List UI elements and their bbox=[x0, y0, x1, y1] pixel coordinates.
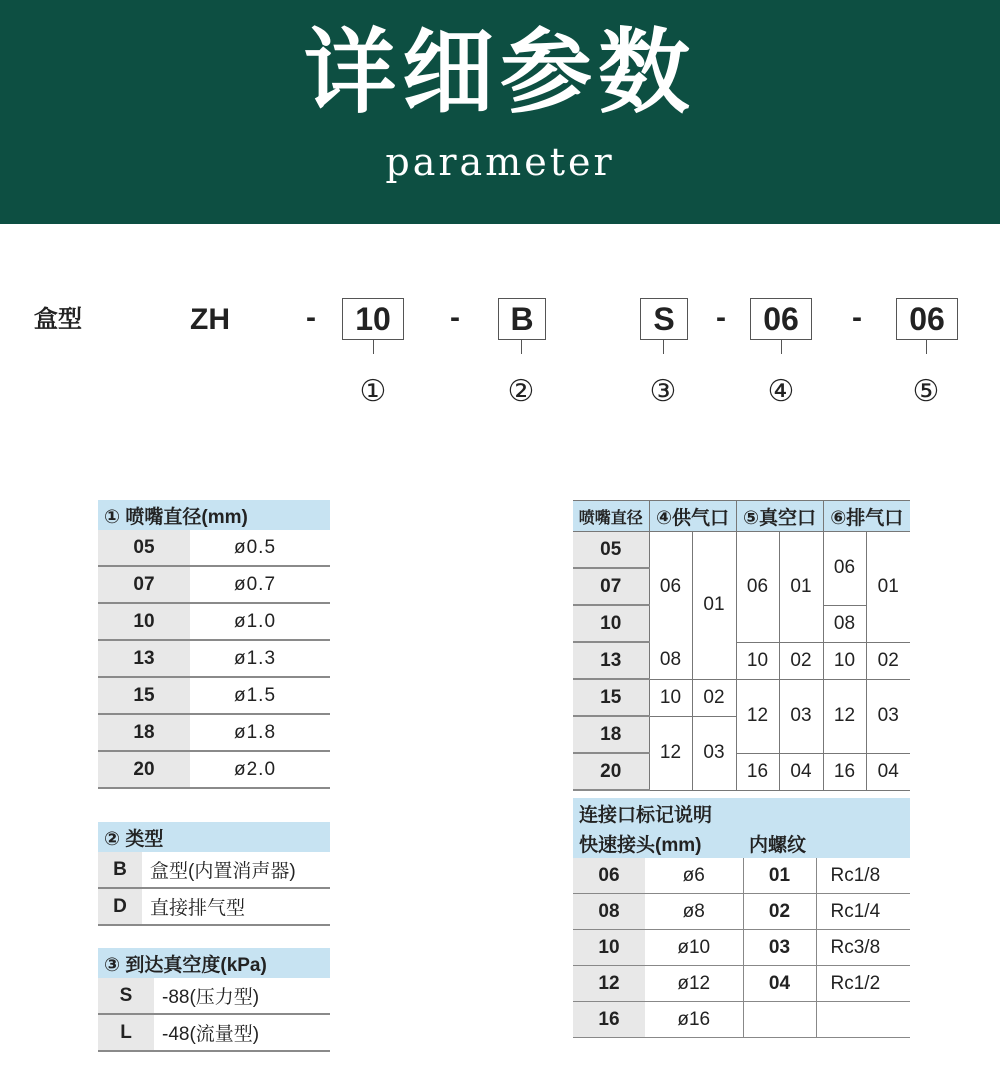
table-row bbox=[98, 1014, 330, 1051]
marker-2: ② bbox=[507, 375, 535, 408]
cell-thread-code: 02 bbox=[743, 894, 816, 930]
table-row bbox=[573, 894, 910, 930]
page-title: 详细参数 bbox=[303, 22, 696, 124]
port-header-exhaust: ⑥排气口 bbox=[823, 501, 910, 532]
cell-code: 20 bbox=[98, 751, 190, 788]
cell-vacuum: 10 bbox=[736, 642, 779, 679]
cell-code: 05 bbox=[98, 530, 190, 566]
type-table bbox=[98, 822, 330, 926]
cell-value: ø1.8 bbox=[190, 714, 330, 751]
separator: - bbox=[852, 301, 862, 334]
cell-code: 18 bbox=[98, 714, 190, 751]
cell-code: B bbox=[98, 852, 142, 888]
cell-code: 16 bbox=[573, 1002, 645, 1038]
cell-nozzle: 10 bbox=[573, 605, 649, 642]
cell-code: 15 bbox=[98, 677, 190, 714]
cell-nozzle: 15 bbox=[573, 679, 649, 716]
cell-exhaust: 03 bbox=[866, 679, 910, 753]
cell-value: -88(压力型) bbox=[154, 978, 330, 1014]
cell-vacuum: 16 bbox=[736, 753, 779, 790]
connector-line bbox=[373, 340, 374, 354]
table-row bbox=[573, 679, 910, 716]
connection-sub-right: 内螺纹 bbox=[743, 828, 910, 858]
cell-code: 10 bbox=[573, 930, 645, 966]
connector-line bbox=[521, 340, 522, 354]
port-header-nozzle: 喷嘴直径 bbox=[573, 501, 649, 532]
cell-value: ø12 bbox=[645, 966, 743, 1002]
table-row bbox=[573, 532, 910, 569]
connection-table bbox=[573, 798, 910, 1038]
table-row bbox=[98, 751, 330, 788]
port-header-vacuum: ⑤真空口 bbox=[736, 501, 823, 532]
cell-vacuum: 01 bbox=[779, 532, 823, 643]
table-row bbox=[98, 603, 330, 640]
table-row bbox=[573, 642, 910, 679]
table-row bbox=[98, 888, 330, 925]
code-box-vacuum: S bbox=[640, 298, 688, 340]
cell-thread-code: 01 bbox=[743, 858, 816, 894]
table-row bbox=[98, 852, 330, 888]
cell-code: L bbox=[98, 1014, 154, 1051]
marker-1: ① bbox=[359, 375, 387, 408]
cell-value: ø16 bbox=[645, 1002, 743, 1038]
cell-thread: Rc1/2 bbox=[816, 966, 910, 1002]
cell-value: ø8 bbox=[645, 894, 743, 930]
cell-thread: Rc1/4 bbox=[816, 894, 910, 930]
table-row bbox=[98, 978, 330, 1014]
cell-vacuum: 03 bbox=[779, 679, 823, 753]
cell-supply: 01 bbox=[692, 532, 736, 680]
vacuum-table bbox=[98, 948, 330, 1052]
cell-code: S bbox=[98, 978, 154, 1014]
cell-value: ø10 bbox=[645, 930, 743, 966]
cell-code: 13 bbox=[98, 640, 190, 677]
code-box-port: 06 bbox=[750, 298, 812, 340]
cell-value: 盒型(内置消声器) bbox=[142, 852, 330, 888]
cell-code: 06 bbox=[573, 858, 645, 894]
cell-code: 10 bbox=[98, 603, 190, 640]
type-table-header: ② 类型 bbox=[98, 822, 330, 852]
cell-code: 08 bbox=[573, 894, 645, 930]
cell-exhaust: 02 bbox=[866, 642, 910, 679]
port-table bbox=[573, 500, 910, 791]
cell-nozzle: 13 bbox=[573, 642, 649, 679]
table-row bbox=[98, 566, 330, 603]
nozzle-table-header: ① 喷嘴直径(mm) bbox=[98, 500, 330, 530]
cell-exhaust: 12 bbox=[823, 679, 866, 753]
vacuum-table-header: ③ 到达真空度(kPa) bbox=[98, 948, 330, 978]
marker-3: ③ bbox=[649, 375, 677, 408]
port-header-supply: ④供气口 bbox=[649, 501, 736, 532]
cell-exhaust: 10 bbox=[823, 642, 866, 679]
cell-code: 12 bbox=[573, 966, 645, 1002]
cell-thread-code: 04 bbox=[743, 966, 816, 1002]
cell-exhaust: 01 bbox=[866, 532, 910, 643]
cell-exhaust: 16 bbox=[823, 753, 866, 790]
connection-sub-left: 快速接头(mm) bbox=[573, 828, 743, 858]
table-row bbox=[573, 753, 910, 790]
cell-value: ø0.5 bbox=[190, 530, 330, 566]
cell-nozzle: 07 bbox=[573, 568, 649, 605]
cell-code: D bbox=[98, 888, 142, 925]
cell-thread bbox=[816, 1002, 910, 1038]
cell-vacuum: 02 bbox=[779, 642, 823, 679]
cell-code: 07 bbox=[98, 566, 190, 603]
cell-nozzle: 18 bbox=[573, 716, 649, 753]
model-type-label: 盒型 bbox=[34, 306, 82, 333]
cell-supply: 10 bbox=[649, 679, 692, 716]
table-row bbox=[98, 714, 330, 751]
cell-exhaust: 04 bbox=[866, 753, 910, 790]
cell-value: ø1.0 bbox=[190, 603, 330, 640]
table-row bbox=[98, 677, 330, 714]
cell-supply: 08 bbox=[649, 642, 692, 679]
cell-value: ø6 bbox=[645, 858, 743, 894]
cell-exhaust: 08 bbox=[823, 605, 866, 642]
cell-value: ø1.3 bbox=[190, 640, 330, 677]
table-row bbox=[573, 930, 910, 966]
cell-thread: Rc1/8 bbox=[816, 858, 910, 894]
connector-line bbox=[926, 340, 927, 354]
cell-value: -48(流量型) bbox=[154, 1014, 330, 1051]
cell-value: 直接排气型 bbox=[142, 888, 330, 925]
cell-vacuum: 04 bbox=[779, 753, 823, 790]
cell-supply: 02 bbox=[692, 679, 736, 716]
cell-supply: 06 bbox=[649, 532, 692, 643]
cell-nozzle: 20 bbox=[573, 753, 649, 790]
cell-value: ø2.0 bbox=[190, 751, 330, 788]
table-row bbox=[98, 640, 330, 677]
cell-thread-code bbox=[743, 1002, 816, 1038]
separator: - bbox=[306, 301, 316, 334]
code-box-port-2: 06 bbox=[896, 298, 958, 340]
code-box-type: B bbox=[498, 298, 546, 340]
model-prefix: ZH bbox=[190, 303, 230, 336]
table-row bbox=[573, 1002, 910, 1038]
nozzle-table bbox=[98, 500, 330, 789]
connector-line bbox=[781, 340, 782, 354]
cell-nozzle: 05 bbox=[573, 532, 649, 569]
table-row bbox=[98, 530, 330, 566]
marker-4: ④ bbox=[767, 375, 795, 408]
cell-supply: 12 bbox=[649, 716, 692, 790]
table-row bbox=[573, 966, 910, 1002]
cell-thread-code: 03 bbox=[743, 930, 816, 966]
cell-thread: Rc3/8 bbox=[816, 930, 910, 966]
separator: - bbox=[716, 301, 726, 334]
cell-value: ø1.5 bbox=[190, 677, 330, 714]
cell-supply: 03 bbox=[692, 716, 736, 790]
cell-vacuum: 12 bbox=[736, 679, 779, 753]
cell-vacuum: 06 bbox=[736, 532, 779, 643]
cell-exhaust: 06 bbox=[823, 532, 866, 606]
page-subtitle: parameter bbox=[385, 140, 615, 184]
code-box-nozzle: 10 bbox=[342, 298, 404, 340]
separator: - bbox=[450, 301, 460, 334]
table-row bbox=[573, 858, 910, 894]
marker-5: ⑤ bbox=[912, 375, 940, 408]
connector-line bbox=[663, 340, 664, 354]
connection-table-header: 连接口标记说明 bbox=[573, 798, 910, 828]
cell-value: ø0.7 bbox=[190, 566, 330, 603]
